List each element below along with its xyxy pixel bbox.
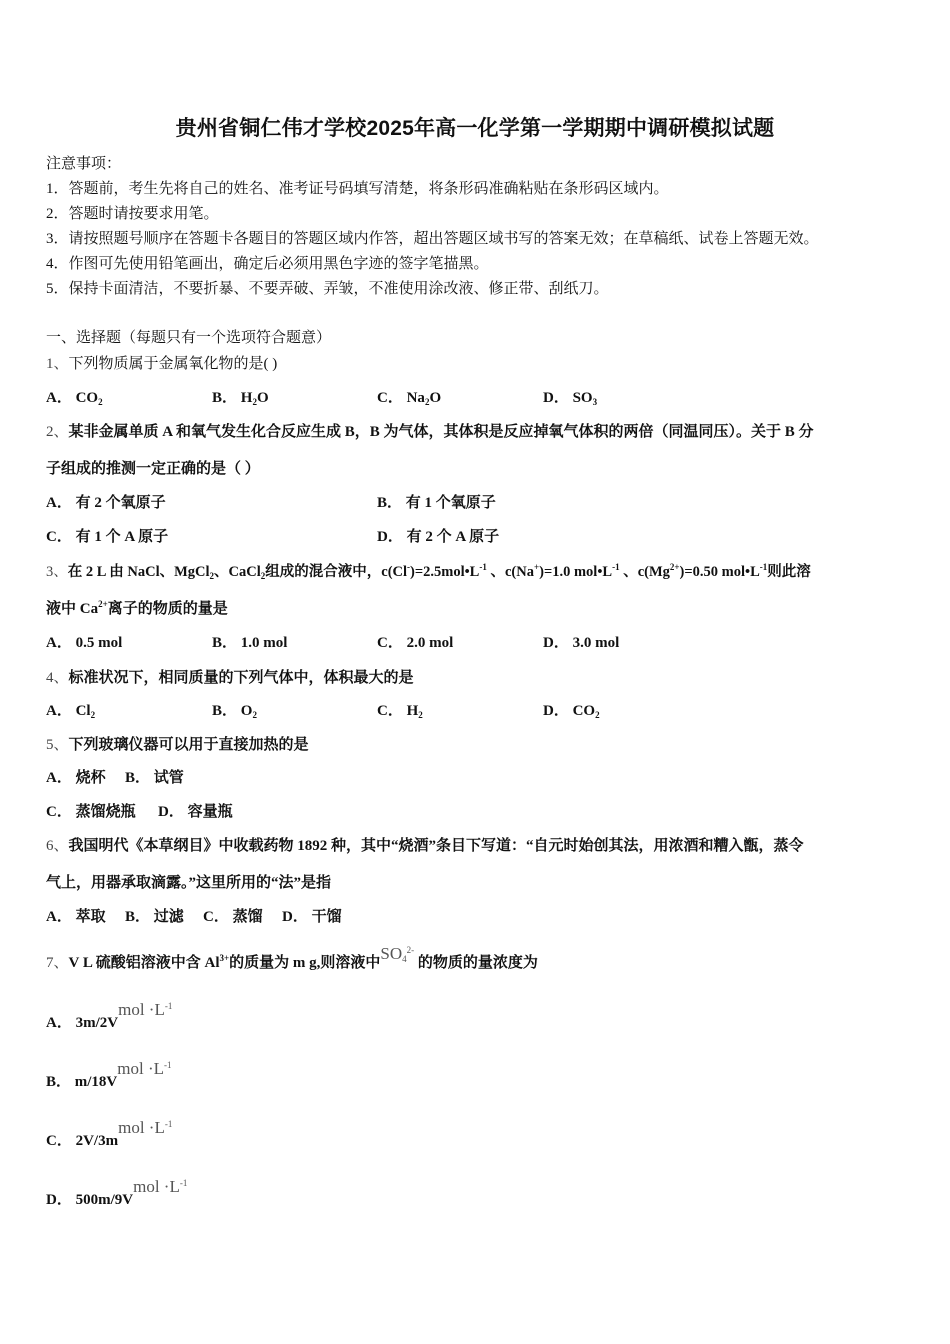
question-number: 1、 [46,356,69,372]
q2-option-a[interactable]: A． 有 2 个氧原子 [46,495,166,511]
q4-option-d[interactable]: D． $CO_2$ [543,703,600,720]
q3-option-a[interactable]: A． 0.5 mol [46,635,123,651]
page-title: 贵州省铜仁伟才学校2025年高一化学第一学期期中调研模拟试题 [175,117,775,140]
q3-option-b[interactable]: B． 1.0 mol [212,635,288,651]
q2-option-c[interactable]: C． 有 1 个 A 原子 [46,529,169,545]
question-6-stem-line2: 气上，用器承取滴露。”这里所用的“法”是指 [46,875,332,891]
question-3-stem-line2: 液中 $Ca^{2+}$离子的物质的量是 [46,599,228,617]
q3-option-d[interactable]: D． 3.0 mol [543,635,620,651]
q4-option-b[interactable]: B． $O_2$ [212,703,257,720]
q7-option-d[interactable]: D． 500m/9Vmol $\cdot L^{-1}$ [46,1177,188,1208]
notice-item-3: 3．请按照题号顺序在答题卡各题目的答题区域内作答，超出答题区域书写的答案无效；在草稿纸、试卷上答题无效。 [46,231,819,247]
q7-option-c[interactable]: C． 2V/3mmol $\cdot L^{-1}$ [46,1118,173,1149]
q7-option-a[interactable]: A． 3m/2Vmol $\cdot L^{-1}$ [46,1000,173,1031]
q7-option-b[interactable]: B． m/18Vmol $\cdot L^{-1}$ [46,1059,172,1090]
notice-item-2: 2．答题时请按要求用笔。 [46,206,219,222]
question-3-stem-line1: 3、在 2 L 由 NaCl、MgCl$_2$、CaCl$_2$组成的混合液中，$c(Cl^-)=2.5mol•L^{-1}$ 、c(Na+)=1.0 $mol•L^{-1}$ 、$c(Mg^{2+})=0.50$ $mol•L^{-1}$则此溶 [46,562,811,581]
q1-option-c[interactable]: C． $Na_2O$ [377,390,442,407]
question-6-stem-line1: 6、我国明代《本草纲目》中收载药物 1892 种，其中“烧酒”条目下写道：“自元时始创其法，用浓酒和糟入甑，蒸令 [46,838,804,854]
question-2-stem-line1: 2、某非金属单质 A 和氧气发生化合反应生成 B，B 为气体，其体积是反应掉氧气体积的两倍（同温同压）。关于 B 分 [46,424,814,440]
q5-option-d[interactable]: D． 容量瓶 [158,804,233,820]
question-4-stem: 4、标准状况下，相同质量的下列气体中，体积最大的是 [46,670,414,686]
q1-option-d[interactable]: D． $SO_3$ [543,390,598,407]
q6-option-b[interactable]: B． 过滤 [125,909,184,925]
sulfate-formula: $SO_4^{2-}$ [380,944,415,964]
q6-option-c[interactable]: C． 蒸馏 [203,909,263,925]
q1-option-a[interactable]: A． $CO_2$ [46,390,103,407]
q4-option-c[interactable]: C． $H_2$ [377,703,423,720]
q5-option-c[interactable]: C． 蒸馏烧瓶 [46,804,136,820]
q5-option-b[interactable]: B． 试管 [125,770,184,786]
question-2-stem-line2: 子组成的推测一定正确的是（ ） [46,461,260,477]
q2-option-d[interactable]: D． 有 2 个 A 原子 [377,529,500,545]
notice-heading: 注意事项： [46,156,122,172]
notice-item-5: 5．保持卡面清洁，不要折暴、不要弄破、弄皱，不准使用涂改液、修正带、刮纸刀。 [46,281,609,297]
q6-option-d[interactable]: D． 干馏 [282,909,342,925]
question-1-stem: 1、下列物质属于金属氧化物的是( ) [46,356,278,372]
section-heading: 一、选择题（每题只有一个选项符合题意） [46,330,332,346]
q3-option-c[interactable]: C． 2.0 mol [377,635,454,651]
notice-item-1: 1．答题前，考生先将自己的姓名、准考证号码填写清楚，将条形码准确粘贴在条形码区域内。 [46,181,669,197]
q1-option-b[interactable]: B． $H_2O$ [212,390,269,407]
q6-option-a[interactable]: A． 萃取 [46,909,106,925]
question-7-stem: 7、V L 硫酸铝溶液中含 $Al^{3+}$的质量为 m g,则溶液中$SO_4^{2-}$ 的物质的量浓度为 [46,944,538,971]
q2-option-b[interactable]: B． 有 1 个氧原子 [377,495,496,511]
q5-option-a[interactable]: A． 烧杯 [46,770,106,786]
notice-item-4: 4．作图可先使用铅笔画出，确定后必须用黑色字迹的签字笔描黑。 [46,256,489,272]
q4-option-a[interactable]: A． $Cl_2$ [46,703,96,720]
question-5-stem: 5、下列玻璃仪器可以用于直接加热的是 [46,737,309,753]
